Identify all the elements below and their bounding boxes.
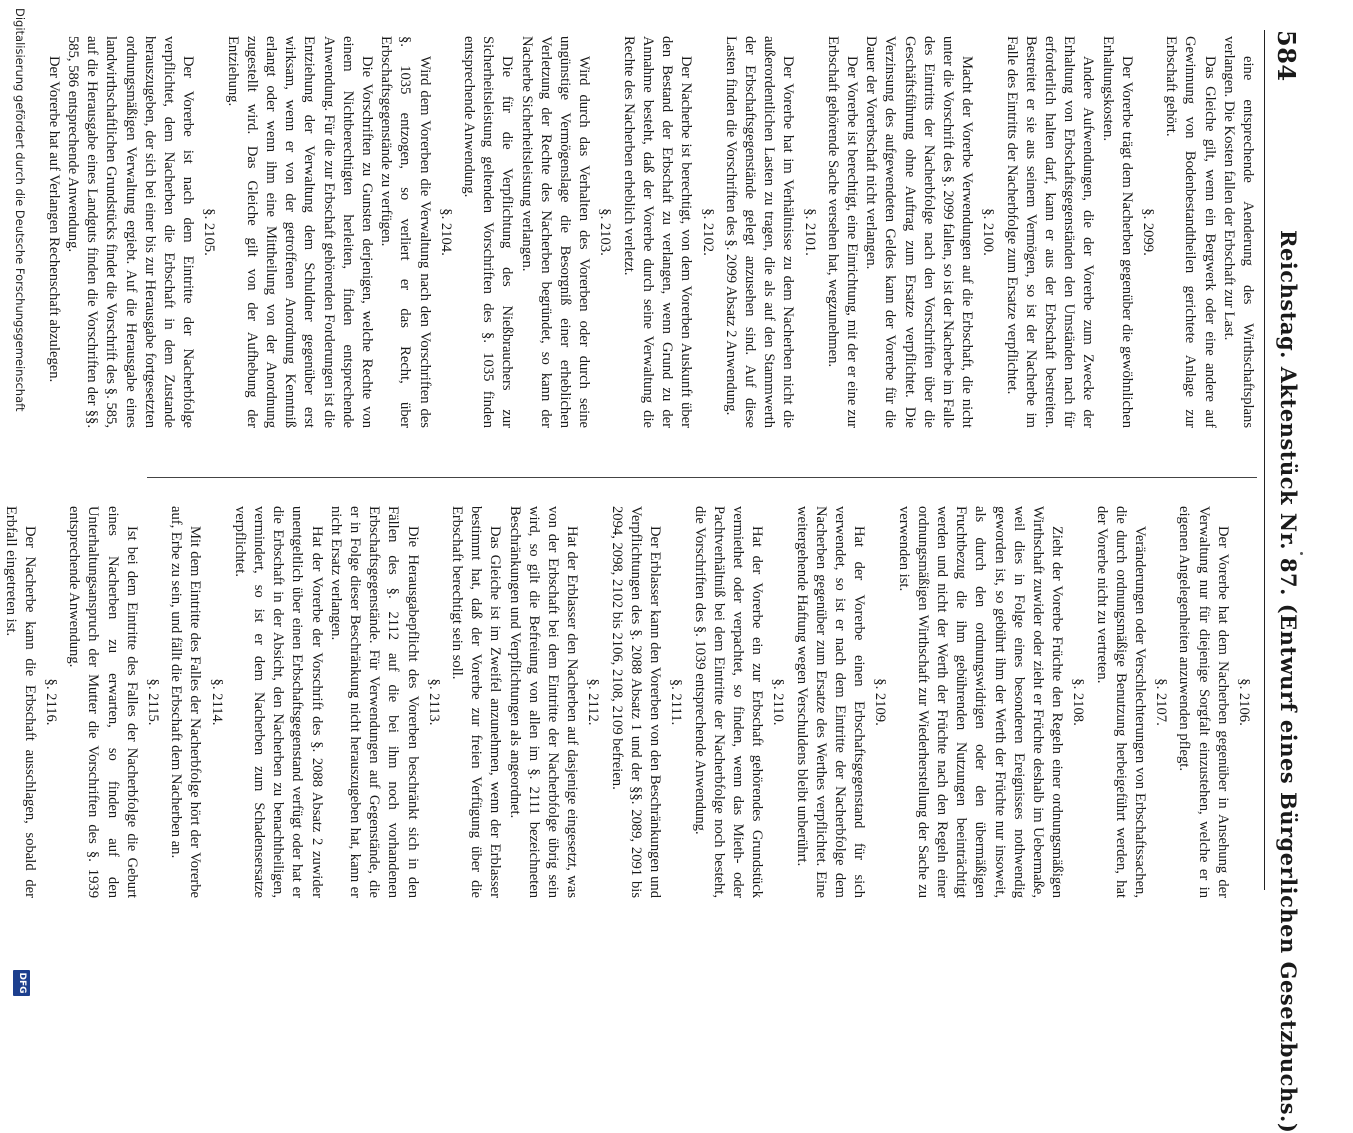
funding-notice: Digitalisierung gefördert durch die Deutsche Forschungsgemeinschaft [13, 8, 27, 412]
section-heading: §. 2111. [668, 678, 685, 726]
page-header [1271, 30, 1311, 1133]
paragraph: Der Vorerbe hat auf Verlangen Rechenschaft abzulegen. [45, 56, 62, 383]
paragraph: Hat der Vorerbe einen Erbschaftsgegenstand für sich verwendet, so ist er nach dem Eintritte der Nacherbfolge dem Nacherben gegenüber zum Ersatze des Werthes verpflichtet. Eine weitergehende Haftung wegen Verschuldens bleibt unberührt. [793, 506, 868, 898]
paragraph: Wird durch das Verhalten des Vorerben oder durch seine ungünstige Vermögenslage die Besorgniß einer erheblichen Verletzung der Rechte des Nacherben begründet, so kann der Nacherbe Sicherheitsleistung verlangen. [518, 36, 593, 428]
page-number: 584 [1272, 30, 1301, 82]
section-heading: §. 2115. [145, 678, 162, 726]
paragraph: Mit dem Eintritte des Falles der Nacherbfolge hört der Vorerbe auf, Erbe zu sein, und fällt die Erbschaft dem Nacherben an. [168, 506, 204, 898]
section-heading: §. 2099. [1139, 208, 1156, 256]
section-heading: §. 2100. [980, 208, 997, 256]
paragraph: Der Vorerbe ist berechtigt, eine Einrichtung, mit der er eine zur Erbschaft gehörende Sache versehen hat, wegzunehmen. [824, 36, 860, 428]
digitization-footer [5, 0, 35, 1000]
section-heading: §. 2113. [425, 678, 442, 726]
section-heading: §. 2102. [699, 208, 716, 256]
left-text-column [45, 36, 1257, 428]
header-rule [1264, 30, 1265, 890]
section-heading: §. 2116. [43, 678, 60, 726]
dfg-logo: DFG [13, 970, 30, 996]
page-title: Reichstag. Aktenstück Nr. 87. (Entwurf eines Bürgerlichen Gesetzbuchs.) [1276, 230, 1301, 1133]
paragraph: Der Erblasser kann den Vorerben von den Beschränkungen und Verpflichtungen des §. 2088 Absatz 1 und der §§. 2089, 2091 bis 2094, 2098, 2102 bis 2106, 2108, 2109 befreien. [608, 506, 664, 898]
paragraph: Der Vorerbe ist nach dem Eintritte der Nacherbfolge verpflichtet, dem Nacherben die Erbschaft in dem Zustande herauszugeben, der sich bei einer bis zur Herausgabe fortgesetzten ordnungsmäßigen Verwaltung ergiebt. Auf die Herausgabe eines landwirthschaftlichen Grundstücks findet die Vorschrift des §. 585, auf die Herausgabe eines Landguts finden die Vorschriften der §§. 585, 586 entsprechende Anwendung. [65, 36, 197, 428]
section-heading: §. 2104. [437, 208, 454, 256]
paragraph: Der Vorerbe trägt dem Nacherben gegenüber die gewöhnlichen Erhaltungskosten. [1099, 36, 1135, 428]
column-divider [147, 477, 1257, 478]
paragraph: Hat der Erblasser den Nacherben auf dasjenige eingesetzt, was von der Erbschaft bei dem Eintritte der Nacherbfolge übrig sein wird, so gilt die Befreiung von allen im §. 2111 bezeichneten Beschränkungen und Verpflichtungen als angeordnet. [506, 506, 581, 898]
paragraph: Der Nacherbe ist berechtigt, von dem Vorerben Auskunft über den Bestand der Erbschaft zu verlangen, wenn Grund zu der Annahme besteht, daß der Vorerbe durch seine Verwaltung die Rechte des Nacherben erheblich verletzt. [620, 36, 695, 428]
section-heading: §. 2114. [208, 678, 225, 726]
right-text-column [2, 506, 1257, 898]
section-heading: §. 2112. [585, 678, 602, 726]
paragraph: Die Herausgabepflicht des Vorerben beschränkt sich in den Fällen des §. 2112 auf die bei ihm noch vorhandenen Erbschaftsgegenstände. Für Verwendungen auf Gegenstände, die er in Folge dieser Beschränkung nicht herauszugeben hat, kann er nicht Ersatz verlangen. [327, 506, 421, 898]
paragraph: Hat der Vorerbe ein zur Erbschaft gehörendes Grundstück vermiethet oder verpachtet, so finden, wenn das Mieth- oder Pachtverhältniß bei dem Eintritte der Nacherbfolge noch besteht, die Vorschriften des §. 1039 entsprechende Anwendung. [691, 506, 766, 898]
paragraph: Ist bei dem Eintritte des Falles der Nacherbfolge die Geburt eines Nacherben zu erwarten, so finden auf den Unterhaltungsanspruch der Mutter die Vorschriften des §. 1939 entsprechende Anwendung. [66, 506, 140, 898]
paragraph: Der Nacherbe kann die Erbschaft ausschlagen, sobald der Erbfall eingetreten ist. [2, 506, 38, 898]
section-heading: §. 2103. [597, 208, 614, 256]
paragraph: Macht der Vorerbe Verwendungen auf die Erbschaft, die nicht unter die Vorschrift des §. 2099 fallen, so ist der Nacherbe im Falle des Eintritts der Nacherbfolge nach den Vorschriften über die Geschäftsführung ohne Auftrag zum Ersatze verpflichtet. Die Verzinsung des aufgewendeten Geldes kann der Vorerbe für die Dauer der Vorerbschaft nicht verlangen. [863, 36, 976, 428]
section-heading: §. 2109. [872, 678, 889, 726]
paragraph: Der Vorerbe hat im Verhältnisse zu dem Nacherben nicht die außerordentlichen Lasten zu tragen, die als auf den Stammwerth der Erbschaftsgegenstände gelegt anzusehen sind. Auf diese Lasten finden die Vorschriften des §. 2099 Absatz 2 Anwendung. [722, 36, 797, 428]
paragraph: Andere Aufwendungen, die der Vorerbe zum Zwecke der Erhaltung von Erbschaftsgegenständen den Umständen nach für erforderlich halten darf, kann er aus der Erbschaft bestreiten. Bestreitet er sie aus seinem Vermögen, so ist der Nacherbe im Falle des Eintritts der Nacherbfolge zum Ersatze verpflichtet. [1003, 36, 1097, 428]
section-heading: §. 2108. [1070, 678, 1087, 726]
section-heading: §. 2107. [1153, 678, 1170, 726]
paragraph: Die für die Verpflichtung des Nießbrauchers zur Sicherheitsleistung geltenden Vorschriften des §. 1035 finden entsprechende Anwendung. [461, 36, 516, 428]
section-heading: §. 2105. [201, 208, 218, 256]
paragraph: Zieht der Vorerbe Früchte den Regeln einer ordnungsmäßigen Wirthschaft zuwider oder zieht er Früchte deshalb im Uebermaße, weil dies in Folge eines besonderen Ereignisses nothwendig geworden ist, so gebührt ihm der Werth der Früchte nur insoweit, als durch den ordnungswidrigen oder den übermäßigen Fruchtbezug die ihm gebührenden Nutzungen beeinträchtigt werden und nicht der Werth der Früchte nach den Regeln einer ordnungsmäßigen Wirthschaft zur Wiederherstellung der Sache zu verwenden ist. [895, 506, 1066, 898]
paragraph: Hat der Vorerbe der Vorschrift des §. 2088 Absatz 2 zuwider unentgeltlich über einen Erbschaftsgegenstand verfügt oder hat er die Erbschaft in der Absicht, den Nacherben zu benachtheiligen, vermindert, so ist er dem Nacherben zum Schadensersatze verpflichtet. [231, 506, 325, 898]
section-heading: §. 2106. [1236, 678, 1252, 726]
paragraph: Der Vorerbe hat dem Nacherben gegenüber in Ansehung der Verwaltung nur für diejenige Sorgfalt einzustehen, welche er in eigenen Angelegenheiten anzuwenden pflegt. [1176, 506, 1231, 898]
paragraph: Veränderungen oder Verschlechterungen von Erbschaftssachen, die durch ordnungsmäßige Benutzung herbeigeführt werden, hat der Vorerbe nicht zu vertreten. [1093, 506, 1148, 898]
paragraph: Die Vorschriften zu Gunsten derjenigen, welche Rechte von einem Nichtberechtigten herleiten, finden entsprechende Anwendung. Für die zur Erbschaft gehörenden Forderungen ist die Entziehung der Verwaltung dem Schuldner gegenüber erst wirksam, wenn er von der getroffenen Anordnung Kenntniß erlangt oder wenn ihm eine Mittheilung von der Anordnung zugestellt wird. Das Gleiche gilt von der Aufhebung der Entziehung. [224, 36, 376, 428]
paragraph: Das Gleiche gilt, wenn ein Bergwerk oder eine andere auf Gewinnung von Bodenbestandtheilen gerichtete Anlage zur Erbschaft gehört. [1163, 36, 1218, 428]
paragraph: Wird dem Vorerben die Verwaltung nach den Vorschriften des §. 1035 entzogen, so verliert er das Recht, über Erbschaftsgegenstände zu verfügen. [378, 36, 433, 428]
section-heading: §. 2101. [801, 208, 818, 256]
section-heading: §. 2110. [770, 678, 787, 726]
paragraph: eine entsprechende Aenderung des Wirthschaftsplans verlangen. Die Kosten fallen der Erbschaft zur Last. [1220, 36, 1256, 428]
paragraph: Das Gleiche ist im Zweifel anzunehmen, wenn der Erblasser bestimmt hat, daß der Vorerbe zur freien Verfügung über die Erbschaft berechtigt sein soll. [449, 506, 504, 898]
